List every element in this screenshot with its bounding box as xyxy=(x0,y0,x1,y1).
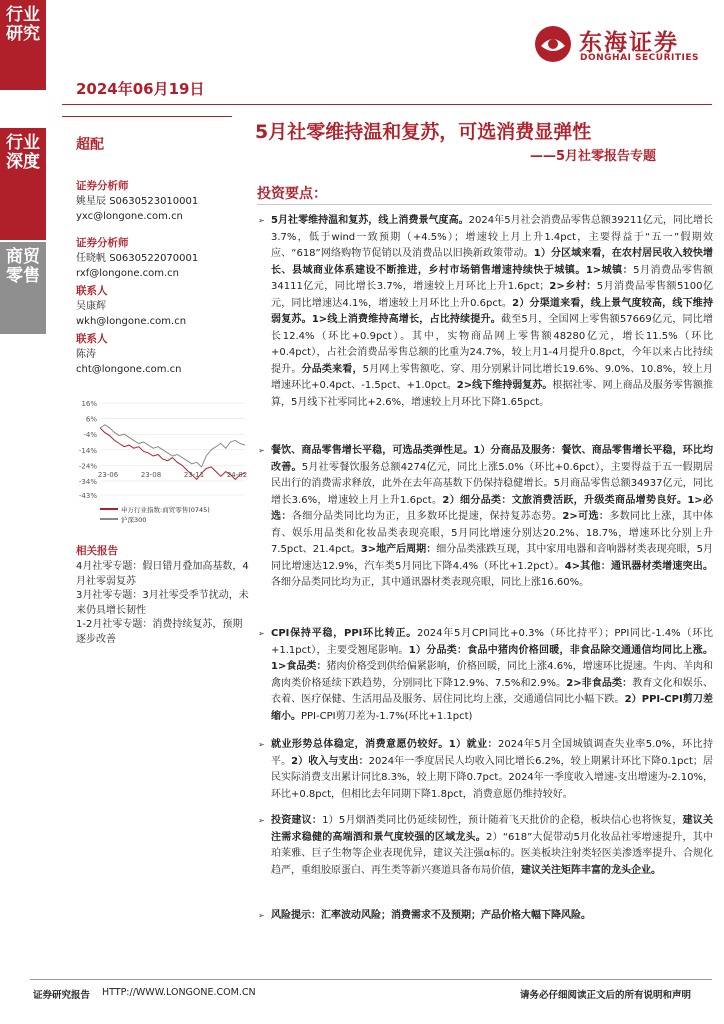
contact-2 xyxy=(76,348,246,377)
contacts-heading: 联系人 xyxy=(76,333,108,345)
footer-divider xyxy=(30,979,712,980)
related-item[interactable]: 1-2月社零专题：消费持续复苏，预期逐步改善 xyxy=(76,619,243,645)
text-run: 根据社零、网上商品及服务零售额推算，5月线下社零同比+2.6%，增速较上月环比下降1.65pct。 xyxy=(271,380,713,408)
text-run: 建议关注需求稳健的高端酒和景气度较强的区域龙头。 xyxy=(271,815,713,843)
chart-y-tick: -34% xyxy=(78,477,97,486)
chart-y-tick: 16% xyxy=(81,400,97,408)
side-tab-label: 行业研究 xyxy=(6,5,40,44)
bullet-retail-recovery xyxy=(258,213,713,411)
side-tab-label: 商贸零售 xyxy=(6,247,40,286)
chart-y-tick: -4% xyxy=(83,431,97,440)
bullet-body xyxy=(258,813,713,879)
chart-legend-label: 申万行业指数:商贸零售(0745) xyxy=(121,506,210,514)
chart-x-tick: 23-06 xyxy=(97,471,119,479)
related-reports xyxy=(76,543,251,647)
related-heading: 相关报告 xyxy=(76,545,118,557)
text-run: 2）“618”大促带动5月化妆品社零增速提升，其中珀莱雅、巨子生物等企业表现优异，建议关注强α标的。医美板块注射类轻医美渗透率提升、合规化趋严，重组胶原蛋白、再生类等新兴赛道具备布局价值， xyxy=(271,831,713,876)
chart-y-tick: 6% xyxy=(85,415,97,424)
text-run: 5月消费品零售额34111亿元，同比增长3.7%，增速较上月环比上升1.6pct； xyxy=(271,264,713,292)
bullet-body xyxy=(258,626,713,725)
chart-x-tick: 23-11 xyxy=(183,471,205,479)
text-run: 4>其他：通讯器材类增速突出。 xyxy=(564,560,713,572)
text-run: 1）分品类：食品中猪肉价格回暖，非食品除交通通信均同比上涨。1>食品类： xyxy=(271,644,713,672)
text-run: 风险提示： xyxy=(271,910,321,921)
text-run: 2024年一季度居民人均收入同比增长6.2%，较上期累计环比下降0.1pct；居民实际消费支出累计同比8.3%，较上期下降0.7pct。2024年一季度收入增速-支出增速为-2.10%，环比+0.8pct，但相比去年同期下降1.8pct，消费意愿仍维持较好。 xyxy=(271,755,713,800)
bullet-catering-goods xyxy=(258,443,713,592)
bullet-risk xyxy=(258,908,713,925)
text-run: 教育文化和娱乐、衣着、医疗保健、生活用品及服务、居住同比均上涨，交通通信同比小幅下跌。 xyxy=(271,677,714,705)
company-logo xyxy=(533,24,713,74)
logo-cn: 东海证券 xyxy=(579,30,679,56)
contact-name: 吴康辉 xyxy=(76,301,106,312)
bullet-cpi-ppi xyxy=(258,626,713,725)
text-run: 2>非食品类： xyxy=(566,677,633,689)
text-run: 2024年5月社会消费品零售总额39211亿元，同比增长3.7%，低于wind一致预期（+4.5%）；增速较上月上升1.4pct，主要得益于“五一”假期效应、“618”网络购物节促销以及消费品以旧换新政策带动。 xyxy=(271,215,713,259)
chart-x-tick: 23-08 xyxy=(140,471,162,479)
text-run: CPI保持平稳，PPI环比转正。 xyxy=(271,628,418,639)
text-run: 1）分区域来看，在农村居民收入较快增长、县域商业体系建设不断推进，乡村市场销售增速持续快于城镇。1>城镇： xyxy=(271,248,713,276)
text-run: 各细分品类同比均为正，其中通讯器材类表现亮眼，同比上涨16.60%。 xyxy=(271,577,590,588)
report-date: 2024年06月19日 xyxy=(76,80,205,98)
text-run: 3>地产后周期： xyxy=(360,544,437,555)
analyst-1 xyxy=(76,195,246,224)
side-tab-report-type xyxy=(0,0,46,90)
bullet-employment xyxy=(258,737,713,803)
text-run: 投资建议： xyxy=(271,815,323,826)
text-run: 2024年5月全国城镇调查失业率5.0%，环比持平。 xyxy=(271,739,713,767)
analyst-id: S0630523010001 xyxy=(109,196,199,207)
text-run: 2>线下维持弱复苏。 xyxy=(456,380,553,391)
analyst-name: 姚星辰 xyxy=(76,196,106,207)
stock-chart xyxy=(60,395,250,530)
analysts-block xyxy=(76,178,246,377)
text-run: 多数同比上涨，其中体育、娱乐用品类和化妆品类表现亮眼，5月同比增速分别达20.2%、18.7%，增速环比分别上升7.5pct、21.4pct。 xyxy=(271,511,713,555)
chart-legend-label: 沪深300 xyxy=(121,516,147,524)
report-subtitle: ——5月社零报告专题 xyxy=(530,149,657,164)
chart-y-tick: -14% xyxy=(78,446,97,455)
points-heading: 投资要点： xyxy=(257,186,327,202)
text-run: 细分品类涨跌互现，其中家用电器和音响器材类表现亮眼，5月同比增速达12.9%，汽车类5月同比下降4.4%（环比+1.2pct）。 xyxy=(271,544,713,572)
chart-series-line xyxy=(97,428,248,480)
bullet-body xyxy=(258,213,713,411)
bullet-marker-icon: ➢ xyxy=(258,216,265,225)
header-divider xyxy=(62,104,712,105)
bullet-marker-icon: ➢ xyxy=(258,446,265,455)
bullet-marker-icon: ➢ xyxy=(258,911,265,920)
points-divider xyxy=(257,204,712,205)
report-title: 5月社零维持温和复苏，可选消费显弹性 xyxy=(255,121,592,143)
chart-series-line xyxy=(100,425,245,467)
text-run: 汇率波动风险；消费需求不及预期；产品价格大幅下降风险。 xyxy=(321,910,591,921)
bullet-marker-icon: ➢ xyxy=(258,740,265,749)
contact-email[interactable]: cht@longone.com.cn xyxy=(76,363,182,375)
text-run: 2）PPI-CPI剪刀差缩小。 xyxy=(271,694,713,722)
footer-url[interactable]: HTTP://WWW.LONGONE.COM.CN xyxy=(102,987,256,998)
chart-x-tick: 24-02 xyxy=(226,471,248,479)
text-run: 2）细分品类：文旅消费活跃，升级类商品增势良好。1>必选： xyxy=(271,494,714,522)
text-run: 5月消费品零售额5100亿元，同比增速达4.1%，增速较上月环比上升0.6pct。 xyxy=(271,281,714,309)
text-run: 2）分渠道来看，线上景气度较高，线下维持弱复苏。1>线上消费维持高增长，占比持续提升。 xyxy=(271,297,713,325)
text-run: 1）5月烟酒类同比仍延续韧性，预计随着飞天批价的企稳，板块信心也将恢复， xyxy=(322,815,683,826)
text-run: 2）收入与支出： xyxy=(291,755,369,767)
bullet-marker-icon: ➢ xyxy=(258,816,265,825)
analyst-name: 任晓帆 xyxy=(76,253,106,264)
bullet-body xyxy=(258,443,713,592)
text-run: 2>乡村： xyxy=(549,281,597,292)
footer-disclaimer: 请务必仔细阅读正文后的所有说明和声明 xyxy=(520,990,692,1001)
logo-en: DONGHAI SECURITIES xyxy=(580,53,699,63)
related-item[interactable]: 4月社零专题：假日错月叠加高基数，4月社零弱复苏 xyxy=(76,561,249,587)
related-item[interactable]: 3月社零专题：3月社零受季节扰动，未来仍具增长韧性 xyxy=(76,590,249,616)
bullet-marker-icon: ➢ xyxy=(258,629,265,638)
analysts-heading: 证券分析师 xyxy=(76,237,129,249)
side-tab-industry xyxy=(0,242,46,334)
text-run: 猪肉价格受到供给偏紧影响，价格回暖，同比上涨4.6%，增速环比提速。牛肉、羊肉和禽肉类价格延续下跌趋势，分别同比下降12.9%、7.5%和2.9%。 xyxy=(271,661,714,689)
analyst-email[interactable]: yxc@longone.com.cn xyxy=(76,210,183,222)
text-run: 2>可选： xyxy=(562,511,610,522)
sidebar-divider xyxy=(62,116,232,117)
contact-name: 陈涛 xyxy=(76,349,96,360)
text-run: 5月社零餐饮服务总额4274亿元，同比上涨5.0%（环比+0.6pct），主要得益于五一假期居民出行的消费需求释放，此外在去年高基数下仍保持稳健增长。5月商品零售总额34937亿元，同比增长3.6%，增速较上月上升1.6pct。 xyxy=(271,461,714,506)
text-run: 截至5月，全国网上零售额57669亿元，同比增长12.4%（环比+0.9pct）。其中，实物商品网上零售额48280亿元，增长11.5%（环比+0.4pct），占社会消费品零售总额的比重为24.7%，较上月1-4月提升0.8pct，今年以来占比持续提升。 xyxy=(271,314,713,375)
text-run: 2024年5月CPI同比+0.3%（环比持平）；PPI同比-1.4%（环比+1.1pct），主要受翘尾影响。 xyxy=(271,628,713,656)
text-run: 分品类来看， xyxy=(301,363,363,375)
text-run: 建议关注矩阵丰富的龙头企业。 xyxy=(521,864,661,876)
analyst-id: S0630522070001 xyxy=(109,253,199,264)
bullet-investment xyxy=(258,813,713,879)
text-run: 5月网上零售额吃、穿、用分别累计同比增长19.6%、9.0%、10.8%，较上月增速环比+0.4pct、-1.5pct、+1.0pct。 xyxy=(271,363,714,391)
text-run: 各细分品类同比均为正，且多数环比提速，保持复苏态势。 xyxy=(291,511,563,522)
chart-y-tick: -43% xyxy=(78,492,97,500)
contacts-heading: 联系人 xyxy=(76,285,108,297)
text-run: PPI-CPI剪刀差为-1.7%(环比+1.1pct) xyxy=(301,710,473,722)
rating: 超配 xyxy=(76,137,104,153)
side-tab-report-depth xyxy=(0,128,46,240)
text-run: 5月社零维持温和复苏，线上消费景气度高。 xyxy=(271,215,469,226)
text-run: 餐饮、商品零售增长平稳，可选品类弹性足。1）分商品及服务：餐饮、商品零售增长平稳，环比均改善。 xyxy=(271,445,713,473)
footer-left: 证券研究报告 xyxy=(33,990,91,1001)
text-run: 就业形势总体稳定，消费意愿仍较好。1）就业： xyxy=(271,739,499,750)
bullet-body xyxy=(258,737,713,803)
logo-emblem-icon xyxy=(533,24,573,64)
contact-1 xyxy=(76,300,246,329)
chart-y-tick: -24% xyxy=(78,462,97,471)
contact-email[interactable]: wkh@longone.com.cn xyxy=(76,315,187,327)
analyst-email[interactable]: rxf@longone.com.cn xyxy=(76,267,180,279)
side-tab-label: 行业深度 xyxy=(6,133,40,172)
bullet-body xyxy=(258,908,713,925)
analysts-heading: 证券分析师 xyxy=(76,180,129,192)
analyst-2 xyxy=(76,252,246,281)
